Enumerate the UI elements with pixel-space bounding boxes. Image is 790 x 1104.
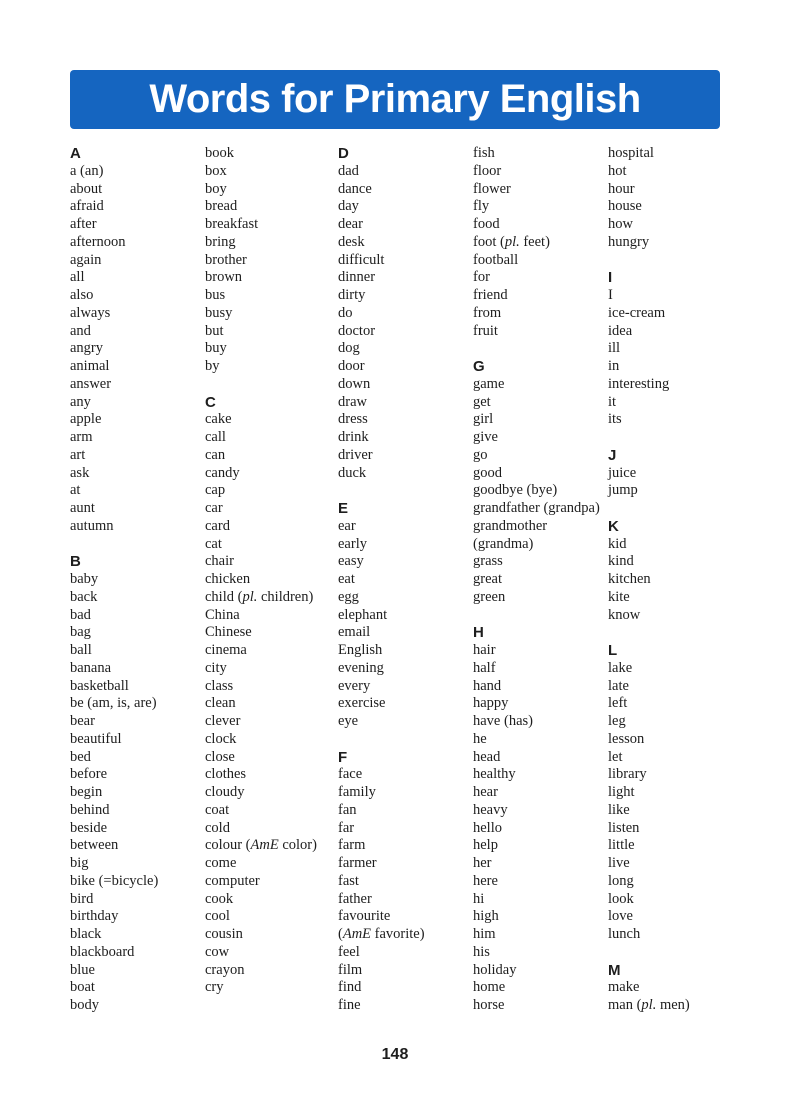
word-entry: go <box>473 446 488 463</box>
spacer <box>338 482 470 500</box>
word-entry: library <box>608 766 647 783</box>
word-entry: holiday <box>473 961 517 978</box>
word-entry: door <box>338 358 365 374</box>
word-entry: fast <box>338 872 359 889</box>
word-entry: cold <box>205 819 230 836</box>
word-entry: look <box>608 890 634 907</box>
word-entry: hospital <box>608 145 654 161</box>
word-entry: brown <box>205 269 243 286</box>
word-entry: apple <box>70 411 102 428</box>
word-entry: cousin <box>205 926 243 942</box>
section-letter-heading: F <box>338 748 348 766</box>
word-entry: grass <box>473 553 503 570</box>
word-entry: difficult <box>338 251 385 268</box>
word-part: man ( <box>608 997 642 1013</box>
word-part: men) <box>656 997 690 1013</box>
word-entry: goodbye (bye) <box>473 482 558 499</box>
word-entry: bag <box>70 624 91 641</box>
spacer <box>608 429 740 447</box>
word-entry: floor <box>473 162 502 179</box>
word-entry: interesting <box>608 375 670 392</box>
word-entry: basketball <box>70 677 129 694</box>
word-entry: bike (=bicycle) <box>70 872 159 889</box>
word-entry: half <box>473 659 496 676</box>
word-entry: begin <box>70 784 103 800</box>
word-entry: good <box>473 464 502 481</box>
word-entry: happy <box>473 695 509 712</box>
word-entry <box>205 837 337 855</box>
section-letter-heading: M <box>608 961 621 979</box>
word-entry: great <box>473 571 502 587</box>
word-entry: cake <box>205 411 232 428</box>
word-entry: a (an) <box>70 162 104 179</box>
word-entry: bad <box>70 606 91 623</box>
word-entry: clever <box>205 713 241 729</box>
word-entry: car <box>205 500 223 516</box>
section-letter-heading: H <box>473 624 484 642</box>
title-banner <box>70 70 720 129</box>
word-entry: feel <box>338 943 360 960</box>
word-entry: here <box>473 872 498 889</box>
word-entry: its <box>608 411 622 428</box>
word-entry: head <box>473 748 501 765</box>
word-column-4 <box>473 145 605 1015</box>
page-title: Words for Primary English <box>149 77 641 121</box>
word-entry: easy <box>338 553 364 570</box>
word-entry: eat <box>338 571 355 587</box>
word-entry: boy <box>205 180 227 197</box>
word-entry: girl <box>473 411 494 428</box>
word-entry: heavy <box>473 801 508 818</box>
word-entry: down <box>338 375 371 392</box>
word-entry: dear <box>338 216 363 232</box>
spacer <box>608 624 740 642</box>
word-entry: aunt <box>70 500 95 516</box>
word-entry: father <box>338 890 372 907</box>
word-entry: autumn <box>70 517 114 534</box>
word-entry: it <box>608 393 617 410</box>
word-entry <box>473 234 605 252</box>
word-entry: dinner <box>338 269 376 286</box>
word-entry: between <box>70 837 119 854</box>
spacer <box>608 500 740 518</box>
word-entry: answer <box>70 375 112 392</box>
word-entry: birthday <box>70 908 119 925</box>
word-entry: him <box>473 926 496 942</box>
word-entry: his <box>473 943 490 960</box>
word-entry: ask <box>70 464 90 481</box>
word-part: color) <box>278 837 317 854</box>
word-entry: at <box>70 482 81 499</box>
word-entry: bear <box>70 713 95 729</box>
word-entry: far <box>338 819 355 836</box>
word-entry: ice-cream <box>608 304 666 321</box>
word-entry: blue <box>70 961 95 978</box>
word-entry: coat <box>205 801 230 818</box>
word-entry: listen <box>608 819 640 836</box>
word-entry: fan <box>338 801 357 818</box>
word-entry: grandmother <box>473 517 548 534</box>
word-entry: fine <box>338 997 361 1013</box>
word-entry: cloudy <box>205 784 245 800</box>
word-entry: desk <box>338 233 365 250</box>
word-part: colour ( <box>205 837 251 854</box>
word-entry: healthy <box>473 766 516 783</box>
word-entry: close <box>205 748 235 765</box>
section-letter-heading: G <box>473 358 485 375</box>
word-entry: know <box>608 606 641 623</box>
word-entry: clothes <box>205 766 247 783</box>
section-letter-heading: K <box>608 517 619 535</box>
word-entry: beside <box>70 819 108 836</box>
word-entry: animal <box>70 358 110 374</box>
word-part: favorite) <box>371 926 425 942</box>
word-entry: farm <box>338 837 366 854</box>
word-entry: kite <box>608 588 630 605</box>
word-entry: every <box>338 677 371 694</box>
word-entry: dirty <box>338 287 366 303</box>
word-note-italic: pl. <box>641 997 657 1013</box>
word-entry: he <box>473 730 487 747</box>
word-entry: boat <box>70 979 95 996</box>
word-entry <box>338 926 470 944</box>
word-entry: cry <box>205 979 224 996</box>
word-entry: computer <box>205 872 260 889</box>
word-note-italic: pl. <box>242 588 258 605</box>
word-entry: hungry <box>608 233 650 250</box>
word-entry: box <box>205 162 227 179</box>
word-entry: hair <box>473 642 496 658</box>
word-entry: fruit <box>473 322 498 339</box>
word-entry: from <box>473 304 502 321</box>
word-entry: film <box>338 961 363 978</box>
word-entry: hello <box>473 819 502 836</box>
word-entry: jump <box>608 482 638 499</box>
word-entry: draw <box>338 393 367 410</box>
word-entry: duck <box>338 464 367 481</box>
word-entry: banana <box>70 659 112 676</box>
spacer <box>608 944 740 962</box>
word-entry: leg <box>608 713 626 729</box>
word-entry: day <box>338 198 359 215</box>
word-entry: clean <box>205 695 236 712</box>
word-entry: dress <box>338 411 368 428</box>
word-entry: but <box>205 322 224 339</box>
section-letter-heading: L <box>608 642 618 659</box>
word-column-3 <box>338 145 470 1015</box>
word-entry: ball <box>70 642 92 658</box>
word-entry: bed <box>70 748 91 765</box>
word-entry <box>205 589 337 607</box>
word-entry: be (am, is, are) <box>70 695 157 712</box>
word-entry: baby <box>70 571 99 587</box>
word-entry: live <box>608 855 630 871</box>
word-note-italic: AmE <box>250 837 279 854</box>
word-entry: home <box>473 979 506 996</box>
word-entry: again <box>70 251 102 268</box>
spacer <box>608 252 740 270</box>
word-entry: evening <box>338 659 384 676</box>
spacer <box>70 536 202 554</box>
word-entry: hot <box>608 162 627 179</box>
section-letter-heading: A <box>70 145 81 162</box>
word-entry: lunch <box>608 926 641 942</box>
word-entry: back <box>70 588 98 605</box>
word-entry: fly <box>473 198 490 215</box>
word-entry: eye <box>338 713 359 729</box>
word-entry: all <box>70 269 85 286</box>
word-entry: friend <box>473 287 508 303</box>
word-entry: breakfast <box>205 216 259 232</box>
word-entry: body <box>70 997 99 1013</box>
word-entry: in <box>608 358 620 374</box>
word-entry: horse <box>473 997 505 1013</box>
word-entry: farmer <box>338 855 377 871</box>
word-entry: always <box>70 304 111 321</box>
word-entry: hand <box>473 677 502 694</box>
word-entry: clock <box>205 730 237 747</box>
word-entry: hear <box>473 784 498 800</box>
word-entry: brother <box>205 251 247 268</box>
word-entry: buy <box>205 340 227 357</box>
word-entry: game <box>473 375 505 392</box>
word-entry: art <box>70 446 86 463</box>
word-entry: let <box>608 748 623 765</box>
word-entry: blackboard <box>70 943 135 960</box>
word-entry: book <box>205 145 234 161</box>
word-entry: cinema <box>205 642 247 658</box>
word-entry: after <box>70 216 97 232</box>
word-entry: drink <box>338 429 369 445</box>
word-entry: face <box>338 766 363 783</box>
word-entry: card <box>205 517 230 534</box>
word-entry: find <box>338 979 362 996</box>
word-entry: long <box>608 872 634 889</box>
section-letter-heading: C <box>205 393 216 411</box>
word-entry: early <box>338 535 367 552</box>
page-number: 148 <box>381 1046 409 1063</box>
spacer <box>473 340 605 358</box>
word-entry: family <box>338 784 376 800</box>
word-entry: dance <box>338 180 372 197</box>
word-entry: flower <box>473 180 511 197</box>
word-entry: late <box>608 677 629 694</box>
word-entry: angry <box>70 340 104 357</box>
spacer <box>338 731 470 749</box>
word-entry: green <box>473 588 506 605</box>
word-entry: bird <box>70 890 94 907</box>
word-entry: kind <box>608 553 634 570</box>
word-entry: bus <box>205 287 226 303</box>
word-entry: football <box>473 251 519 268</box>
word-note-italic: pl. <box>504 233 520 250</box>
word-entry: big <box>70 855 89 871</box>
word-entry: before <box>70 766 108 783</box>
word-entry: cook <box>205 890 234 907</box>
word-part: children) <box>257 588 314 605</box>
word-entry: juice <box>608 464 637 481</box>
word-entry: arm <box>70 429 93 445</box>
word-entry: help <box>473 837 498 854</box>
section-letter-heading: D <box>338 145 349 162</box>
word-entry: afraid <box>70 198 104 215</box>
word-entry: any <box>70 393 91 410</box>
word-entry: hour <box>608 180 635 197</box>
word-entry: little <box>608 837 635 854</box>
word-entry: bread <box>205 198 238 215</box>
word-part: child ( <box>205 588 243 605</box>
word-entry: dog <box>338 340 360 357</box>
word-entry: love <box>608 908 633 925</box>
word-part: feet) <box>519 233 550 250</box>
word-entry: can <box>205 446 226 463</box>
word-entry: busy <box>205 304 233 321</box>
word-entry: chicken <box>205 571 251 587</box>
word-entry: cool <box>205 908 230 925</box>
word-entry: fish <box>473 145 495 161</box>
word-column-2 <box>205 145 337 997</box>
word-entry: China <box>205 606 240 623</box>
word-entry: elephant <box>338 606 388 623</box>
word-entry <box>608 997 740 1015</box>
spacer <box>473 607 605 625</box>
word-entry: ear <box>338 517 356 534</box>
word-column-1 <box>70 145 202 1015</box>
section-letter-heading: J <box>608 446 617 464</box>
word-entry: cat <box>205 535 222 552</box>
word-entry: kid <box>608 535 627 552</box>
word-entry: beautiful <box>70 730 122 747</box>
word-entry: have (has) <box>473 713 533 729</box>
word-entry: lake <box>608 659 633 676</box>
word-entry: (grandma) <box>473 535 534 552</box>
word-entry: crayon <box>205 961 245 978</box>
word-entry: cap <box>205 482 226 499</box>
word-entry: class <box>205 677 234 694</box>
word-entry: high <box>473 908 499 925</box>
word-entry: about <box>70 180 103 197</box>
word-entry: cow <box>205 943 230 960</box>
word-entry: Chinese <box>205 624 252 641</box>
word-entry: also <box>70 287 94 303</box>
word-entry: left <box>608 695 628 712</box>
word-entry: idea <box>608 322 633 339</box>
word-entry: I <box>608 287 613 303</box>
word-entry: chair <box>205 553 234 570</box>
word-entry: candy <box>205 464 240 481</box>
word-entry: how <box>608 216 633 232</box>
word-entry: exercise <box>338 695 386 712</box>
word-entry: doctor <box>338 322 376 339</box>
word-entry: driver <box>338 446 373 463</box>
word-entry: black <box>70 926 102 942</box>
word-entry: grandfather (grandpa) <box>473 500 600 516</box>
word-entry: light <box>608 784 635 800</box>
word-entry: by <box>205 358 220 374</box>
word-part: ( <box>338 926 343 942</box>
word-entry: bring <box>205 233 236 250</box>
word-entry: email <box>338 624 371 641</box>
word-entry: dad <box>338 162 359 179</box>
section-letter-heading: E <box>338 500 349 517</box>
word-entry: favourite <box>338 908 391 925</box>
word-entry: afternoon <box>70 233 126 250</box>
spacer <box>205 376 337 394</box>
word-entry: food <box>473 216 500 232</box>
word-entry: city <box>205 659 227 676</box>
word-entry: come <box>205 855 237 871</box>
section-letter-heading: B <box>70 553 81 571</box>
word-entry: English <box>338 642 383 658</box>
word-entry: make <box>608 979 640 996</box>
word-entry: get <box>473 393 491 410</box>
word-entry: give <box>473 429 498 445</box>
word-entry: and <box>70 322 91 339</box>
word-entry: hi <box>473 890 485 907</box>
word-entry: egg <box>338 588 359 605</box>
word-entry: kitchen <box>608 571 651 587</box>
word-entry: house <box>608 198 642 215</box>
section-letter-heading: I <box>608 269 613 287</box>
word-entry: for <box>473 269 490 286</box>
word-entry: like <box>608 801 630 818</box>
word-column-5 <box>608 145 740 1015</box>
word-entry: ill <box>608 340 621 357</box>
word-entry: call <box>205 429 226 445</box>
word-entry: her <box>473 855 492 871</box>
word-entry: lesson <box>608 730 645 747</box>
word-entry: do <box>338 304 353 321</box>
word-note-italic: AmE <box>342 926 372 942</box>
word-entry: behind <box>70 801 110 818</box>
word-part: foot ( <box>473 233 505 250</box>
